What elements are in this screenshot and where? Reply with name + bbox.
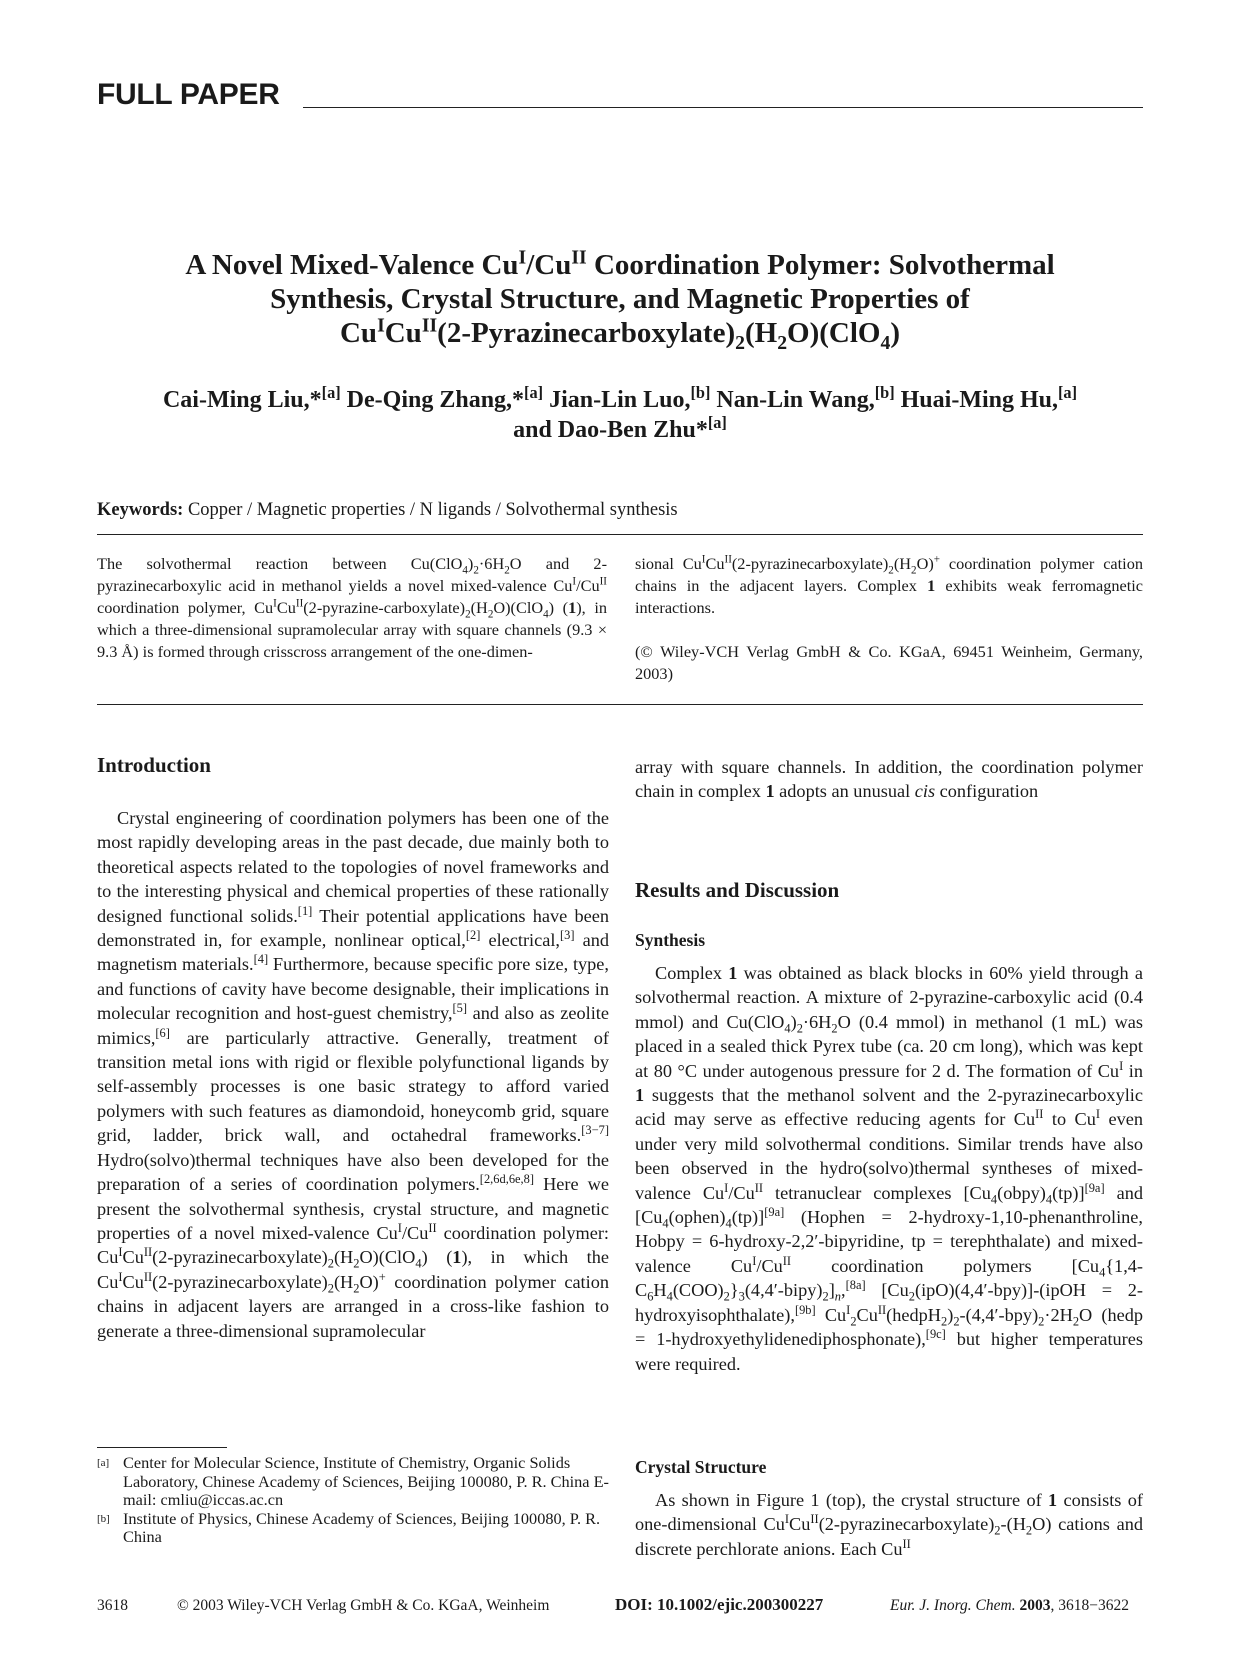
doi[interactable]: DOI: 10.1002/ejic.200300227	[615, 1595, 824, 1614]
section-label: FULL PAPER	[97, 78, 280, 111]
footnote-a: [a] Center for Molecular Science, Institute of Chemistry, Organic Solids Laboratory, Chinese Academy of Sciences, Beijing 100080, P. R. China E-mail: cmliu@iccas.ac.cn	[97, 1453, 609, 1509]
article-title: A Novel Mixed-Valence $Cu^I/Cu^{II}$ Coordination Polymer: Solvothermal Synthesis, Crystal Structure, and Magnetic Properties of $Cu^ICu^{II}(2-Pyrazinecarboxylate)_2(H_2O)(ClO_4)$	[185, 246, 1055, 354]
keywords-label: Keywords:	[97, 500, 184, 520]
introduction-continued: array with square channels. In addition, the coordination polymer chain in complex 1 adopts an unusual cis configuration	[635, 757, 1143, 802]
synthesis-body: Complex 1 was obtained as black blocks in 60% yield through a solvothermal reaction. A mixture of 2-pyrazine-carboxylic acid (0.4 mmol) and $Cu(ClO_4)_2\cdot 6H_2O$ (0.4 mmol) in methanol (1 mL) was placed in a sealed thick Pyrex tube (ca. 20 cm long), which was kept at 80 °C under autogenous pressure for 2 d. The formation of $Cu^I$ in 1 suggests that the methanol solvent and the 2-pyrazinecarboxylic acid may serve as effective reducing agents for $Cu^{II}$ to $Cu^I$ even under very mild solvothermal conditions. Similar trends have also been observed in the hydro(solvo)thermal syntheses of mixed-valence $Cu^I/Cu^{II}$ tetranuclear complexes $[Cu_4(obpy)_4(tp)][9a]$ and $[Cu_4(ophen)_4(tp)][9a]$ (Hophen = 2-hydroxy-1,10-phenanthroline, Hobpy = 6-hydroxy-2,2′-bipyridine, tp = terephthalate) and mixed-valence $Cu^I/Cu^{II}$ coordination polymers $[Cu_4\{1,4-C_6H_4(COO)_2\}_3(4,4'-bipy)_2]_n,[8a]$ $[Cu_2(ipO)(4,4'-bpy)]-(ipOH$ = 2-hydroxyisophthalate),[9b] $Cu^I_2Cu^{II}(hedpH_2)_2-(4,4'-bpy)_2\cdot 2H_2O$ (hedp = 1-hydroxyethylidenediphosphonate),[9c] but higher temperatures were required.	[635, 963, 1143, 1374]
introduction-heading: Introduction	[97, 753, 211, 777]
abstract-left: The solvothermal reaction between $Cu(ClO_4)_2\cdot 6H_2O$ and 2-pyrazinecarboxylic acid in methanol yields a novel mixed-valence $Cu^I/Cu^{II}$ coordination polymer, $Cu^ICu^{II}(2-pyrazine-carboxylate)_2(H_2O)(ClO_4)$ (1), in which a three-dimensional supramolecular array with square channels (9.3 × 9.3 Å) is formed through crisscross arrangement of the one-dimen-	[97, 554, 607, 661]
footnote-b: [b] Institute of Physics, Chinese Academy of Sciences, Beijing 100080, P. R. China	[97, 1508, 601, 1546]
keywords-text: Copper / Magnetic properties / N ligands / Solvothermal synthesis	[187, 500, 678, 520]
crystal-structure-heading: Crystal Structure	[635, 1457, 767, 1477]
footnotes	[97, 1454, 609, 1547]
results-heading: Results and Discussion	[635, 878, 840, 902]
crystal-structure-body: As shown in Figure 1 (top), the crystal structure of 1 consists of one-dimensional $Cu^ICu^{II}(2-pyrazinecarboxylate)_2-(H_2O)$ cations and discrete perchlorate anions. Each $Cu^{II}$	[635, 1490, 1144, 1559]
footnote-rule	[97, 1447, 227, 1448]
abstract-top-rule	[97, 534, 1143, 535]
header-rule	[303, 107, 1143, 108]
journal-citation: Eur. J. Inorg. Chem. 2003, 3618−3622	[890, 1597, 1129, 1614]
introduction-body: Crystal engineering of coordination polymers has been one of the most rapidly developing areas in the past decade, due mainly both to theoretical aspects related to the topologies of novel frameworks and to the interesting physical and chemical properties of these rationally designed functional solids.[1] Their potential applications have been demonstrated in, for example, nonlinear optical,[2] electrical,[3] and magnetism materials.[4] Furthermore, because specific pore size, type, and functions of cavity have become designable, their implications in molecular recognition and host-guest chemistry,[5] and also as zeolite mimics,[6] are particularly attractive. Generally, treatment of transition metal ions with rigid or flexible polyfunctional ligands by self-assembly processes is one basic strategy to afford varied polymers with such features as diamondoid, honeycomb grid, square grid, ladder, brick wall, and octahedral frameworks.[3−7] Hydro(solvo)thermal techniques have also been developed for the preparation of a series of coordination polymers.[2,6d,6e,8] Here we present the solvothermal synthesis, crystal structure, and magnetic properties of a novel mixed-valence $Cu^I/Cu^{II}$ coordination polymer: $Cu^ICu^{II}(2-pyrazinecarboxylate)_2(H_2O)(ClO_4)$ (1), in which the $Cu^ICu^{II}(2-pyrazinecarboxylate)_2(H_2O)^+$ coordination polymer cation chains in adjacent layers are arranged in a cross-like fashion to generate a three-dimensional supramolecular	[97, 808, 610, 1341]
footer-copyright: © 2003 Wiley-VCH Verlag GmbH & Co. KGaA, Weinheim	[177, 1597, 550, 1614]
author-list: Cai-Ming Liu,*[a] De-Qing Zhang,*[a] Jian-Lin Luo,[b] Nan-Lin Wang,[b] Huai-Ming Hu,[a] and Dao-Ben Zhu*[a]	[162, 383, 1078, 443]
synthesis-heading: Synthesis	[635, 930, 706, 950]
abstract-right: sional $Cu^ICu^{II}(2-pyrazinecarboxylate)_2(H_2O)^+$ coordination polymer cation chains in the adjacent layers. Complex 1 exhibits weak ferromagnetic interactions. (© Wiley-VCH Verlag GmbH & Co. KGaA, 69451 Weinheim, Germany, 2003)	[635, 553, 1143, 683]
abstract-bottom-rule	[97, 704, 1143, 705]
abstract-copyright: (© Wiley-VCH Verlag GmbH & Co. KGaA, 69451 Weinheim, Germany, 2003)	[635, 642, 1143, 683]
keywords	[97, 500, 678, 521]
page-number: 3618	[97, 1597, 128, 1614]
